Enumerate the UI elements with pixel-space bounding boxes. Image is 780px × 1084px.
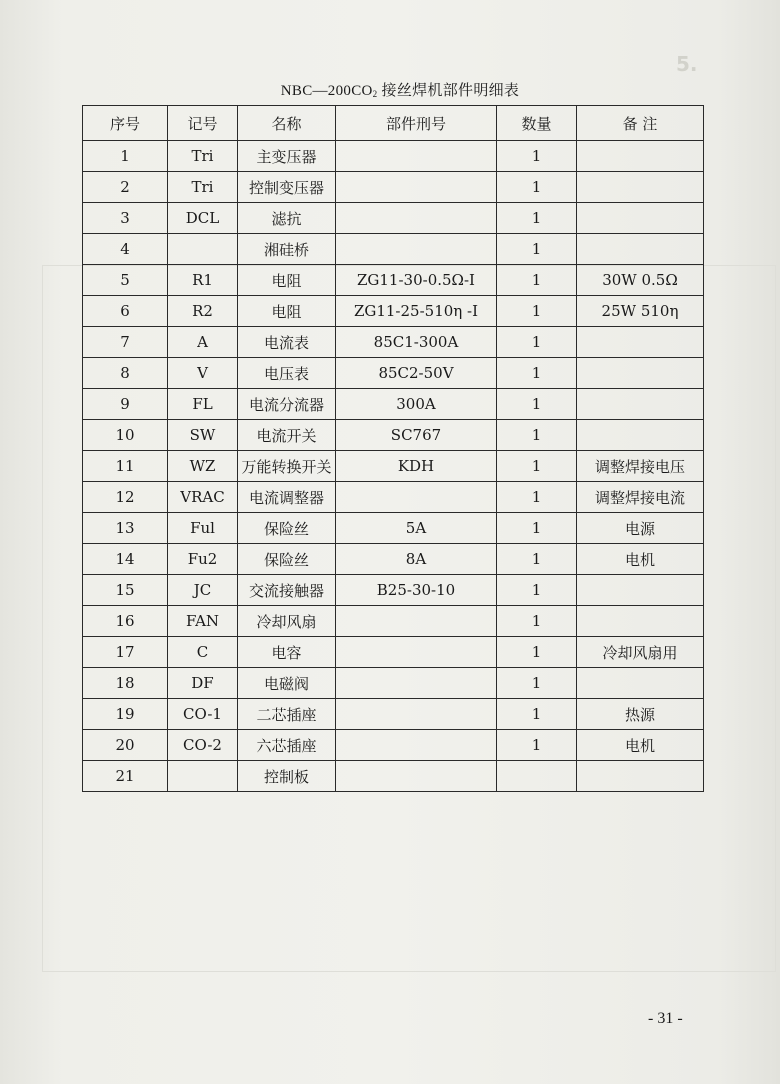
cell-name: 电阻 xyxy=(238,265,336,296)
cell-quantity: 1 xyxy=(497,482,577,513)
cell-remarks xyxy=(577,389,704,420)
cell-remarks: 调整焊接电流 xyxy=(577,482,704,513)
cell-name: 万能转换开关 xyxy=(238,451,336,482)
cell-index: 10 xyxy=(83,420,168,451)
cell-index: 15 xyxy=(83,575,168,606)
cell-name: 冷却风扇 xyxy=(238,606,336,637)
cell-part-model xyxy=(336,761,497,792)
cell-quantity: 1 xyxy=(497,172,577,203)
cell-index: 2 xyxy=(83,172,168,203)
cell-symbol: Fu2 xyxy=(168,544,238,575)
cell-name: 电阻 xyxy=(238,296,336,327)
cell-symbol: FAN xyxy=(168,606,238,637)
header-quantity: 数量 xyxy=(497,106,577,141)
cell-quantity: 1 xyxy=(497,389,577,420)
cell-remarks xyxy=(577,668,704,699)
cell-quantity: 1 xyxy=(497,451,577,482)
cell-quantity: 1 xyxy=(497,513,577,544)
cell-symbol: DF xyxy=(168,668,238,699)
cell-name: 电压表 xyxy=(238,358,336,389)
cell-quantity: 1 xyxy=(497,234,577,265)
cell-remarks xyxy=(577,575,704,606)
cell-index: 13 xyxy=(83,513,168,544)
cell-symbol: CO-2 xyxy=(168,730,238,761)
title-rest: 接丝焊机部件明细表 xyxy=(377,83,520,99)
cell-name: 滤抗 xyxy=(238,203,336,234)
cell-quantity: 1 xyxy=(497,327,577,358)
cell-index: 19 xyxy=(83,699,168,730)
cell-name: 交流接触器 xyxy=(238,575,336,606)
cell-part-model: 85C2-50V xyxy=(336,358,497,389)
table-row xyxy=(83,668,704,699)
cell-remarks xyxy=(577,141,704,172)
cell-index: 9 xyxy=(83,389,168,420)
title-subscript: 2 xyxy=(372,89,378,99)
cell-remarks xyxy=(577,234,704,265)
cell-remarks xyxy=(577,761,704,792)
cell-quantity: 1 xyxy=(497,544,577,575)
cell-quantity: 1 xyxy=(497,575,577,606)
cell-quantity: 1 xyxy=(497,699,577,730)
cell-name: 湘硅桥 xyxy=(238,234,336,265)
cell-index: 12 xyxy=(83,482,168,513)
cell-remarks xyxy=(577,420,704,451)
cell-index: 8 xyxy=(83,358,168,389)
cell-symbol: Tri xyxy=(168,141,238,172)
page-number: - 31 - xyxy=(648,1010,683,1027)
bleed-through-mark: 5. xyxy=(676,52,698,76)
cell-symbol: R2 xyxy=(168,296,238,327)
cell-part-model xyxy=(336,730,497,761)
cell-index: 21 xyxy=(83,761,168,792)
table-row xyxy=(83,699,704,730)
cell-part-model xyxy=(336,606,497,637)
table-row xyxy=(83,296,704,327)
cell-part-model xyxy=(336,172,497,203)
cell-part-model xyxy=(336,234,497,265)
cell-name: 电流分流器 xyxy=(238,389,336,420)
cell-index: 16 xyxy=(83,606,168,637)
cell-name: 电流调整器 xyxy=(238,482,336,513)
table-row xyxy=(83,606,704,637)
header-symbol: 记号 xyxy=(168,106,238,141)
cell-part-model xyxy=(336,203,497,234)
cell-remarks: 热源 xyxy=(577,699,704,730)
cell-part-model xyxy=(336,482,497,513)
cell-quantity: 1 xyxy=(497,358,577,389)
cell-index: 11 xyxy=(83,451,168,482)
cell-name: 保险丝 xyxy=(238,544,336,575)
cell-remarks xyxy=(577,327,704,358)
cell-symbol: Tri xyxy=(168,172,238,203)
table-row xyxy=(83,358,704,389)
cell-part-model: ZG11-30-0.5Ω-I xyxy=(336,265,497,296)
cell-symbol: V xyxy=(168,358,238,389)
cell-part-model xyxy=(336,141,497,172)
cell-name: 主变压器 xyxy=(238,141,336,172)
cell-quantity: 1 xyxy=(497,668,577,699)
cell-remarks xyxy=(577,358,704,389)
cell-symbol: WZ xyxy=(168,451,238,482)
cell-index: 6 xyxy=(83,296,168,327)
cell-part-model xyxy=(336,668,497,699)
table-row xyxy=(83,420,704,451)
cell-name: 二芯插座 xyxy=(238,699,336,730)
cell-index: 7 xyxy=(83,327,168,358)
table-row xyxy=(83,761,704,792)
cell-part-model xyxy=(336,637,497,668)
cell-part-model: 85C1-300A xyxy=(336,327,497,358)
table-row xyxy=(83,172,704,203)
table-row xyxy=(83,482,704,513)
table-row xyxy=(83,327,704,358)
cell-remarks: 电机 xyxy=(577,544,704,575)
cell-name: 电流开关 xyxy=(238,420,336,451)
table-row xyxy=(83,389,704,420)
cell-part-model: ZG11-25-510η -I xyxy=(336,296,497,327)
cell-quantity: 1 xyxy=(497,296,577,327)
cell-name: 电流表 xyxy=(238,327,336,358)
cell-name: 控制板 xyxy=(238,761,336,792)
cell-symbol: Ful xyxy=(168,513,238,544)
cell-part-model: 8A xyxy=(336,544,497,575)
cell-symbol: A xyxy=(168,327,238,358)
cell-quantity: 1 xyxy=(497,203,577,234)
parts-table xyxy=(82,105,704,792)
cell-quantity xyxy=(497,761,577,792)
table-header-row xyxy=(83,106,704,141)
cell-part-model: 5A xyxy=(336,513,497,544)
cell-remarks: 30W 0.5Ω xyxy=(577,265,704,296)
table-title xyxy=(200,79,600,100)
cell-symbol: R1 xyxy=(168,265,238,296)
cell-index: 3 xyxy=(83,203,168,234)
cell-index: 20 xyxy=(83,730,168,761)
table-row xyxy=(83,544,704,575)
cell-quantity: 1 xyxy=(497,730,577,761)
cell-name: 电容 xyxy=(238,637,336,668)
title-main: NBC—200CO xyxy=(280,83,373,99)
cell-symbol: C xyxy=(168,637,238,668)
cell-remarks: 调整焊接电压 xyxy=(577,451,704,482)
cell-quantity: 1 xyxy=(497,420,577,451)
cell-remarks: 25W 510η xyxy=(577,296,704,327)
cell-remarks xyxy=(577,172,704,203)
table-row xyxy=(83,234,704,265)
table-row xyxy=(83,141,704,172)
header-remarks: 备 注 xyxy=(577,106,704,141)
cell-part-model: SC767 xyxy=(336,420,497,451)
cell-quantity: 1 xyxy=(497,637,577,668)
cell-symbol: FL xyxy=(168,389,238,420)
cell-symbol: JC xyxy=(168,575,238,606)
cell-quantity: 1 xyxy=(497,141,577,172)
cell-quantity: 1 xyxy=(497,606,577,637)
cell-name: 六芯插座 xyxy=(238,730,336,761)
cell-remarks: 电源 xyxy=(577,513,704,544)
cell-symbol xyxy=(168,761,238,792)
cell-name: 控制变压器 xyxy=(238,172,336,203)
cell-remarks xyxy=(577,203,704,234)
cell-name: 电磁阀 xyxy=(238,668,336,699)
cell-index: 14 xyxy=(83,544,168,575)
cell-part-model: KDH xyxy=(336,451,497,482)
cell-name: 保险丝 xyxy=(238,513,336,544)
cell-index: 17 xyxy=(83,637,168,668)
header-index: 序号 xyxy=(83,106,168,141)
cell-remarks xyxy=(577,606,704,637)
cell-part-model: B25-30-10 xyxy=(336,575,497,606)
cell-symbol: DCL xyxy=(168,203,238,234)
table-row xyxy=(83,451,704,482)
header-name: 名称 xyxy=(238,106,336,141)
cell-remarks: 冷却风扇用 xyxy=(577,637,704,668)
cell-index: 4 xyxy=(83,234,168,265)
table-row xyxy=(83,637,704,668)
cell-remarks: 电机 xyxy=(577,730,704,761)
cell-symbol: VRAC xyxy=(168,482,238,513)
table-row xyxy=(83,730,704,761)
table-row xyxy=(83,203,704,234)
cell-part-model xyxy=(336,699,497,730)
cell-symbol xyxy=(168,234,238,265)
table-row xyxy=(83,513,704,544)
cell-symbol: CO-1 xyxy=(168,699,238,730)
cell-index: 5 xyxy=(83,265,168,296)
cell-index: 1 xyxy=(83,141,168,172)
cell-symbol: SW xyxy=(168,420,238,451)
cell-index: 18 xyxy=(83,668,168,699)
cell-part-model: 300A xyxy=(336,389,497,420)
header-part-model: 部件刑号 xyxy=(336,106,497,141)
cell-quantity: 1 xyxy=(497,265,577,296)
table-row xyxy=(83,575,704,606)
table-row xyxy=(83,265,704,296)
